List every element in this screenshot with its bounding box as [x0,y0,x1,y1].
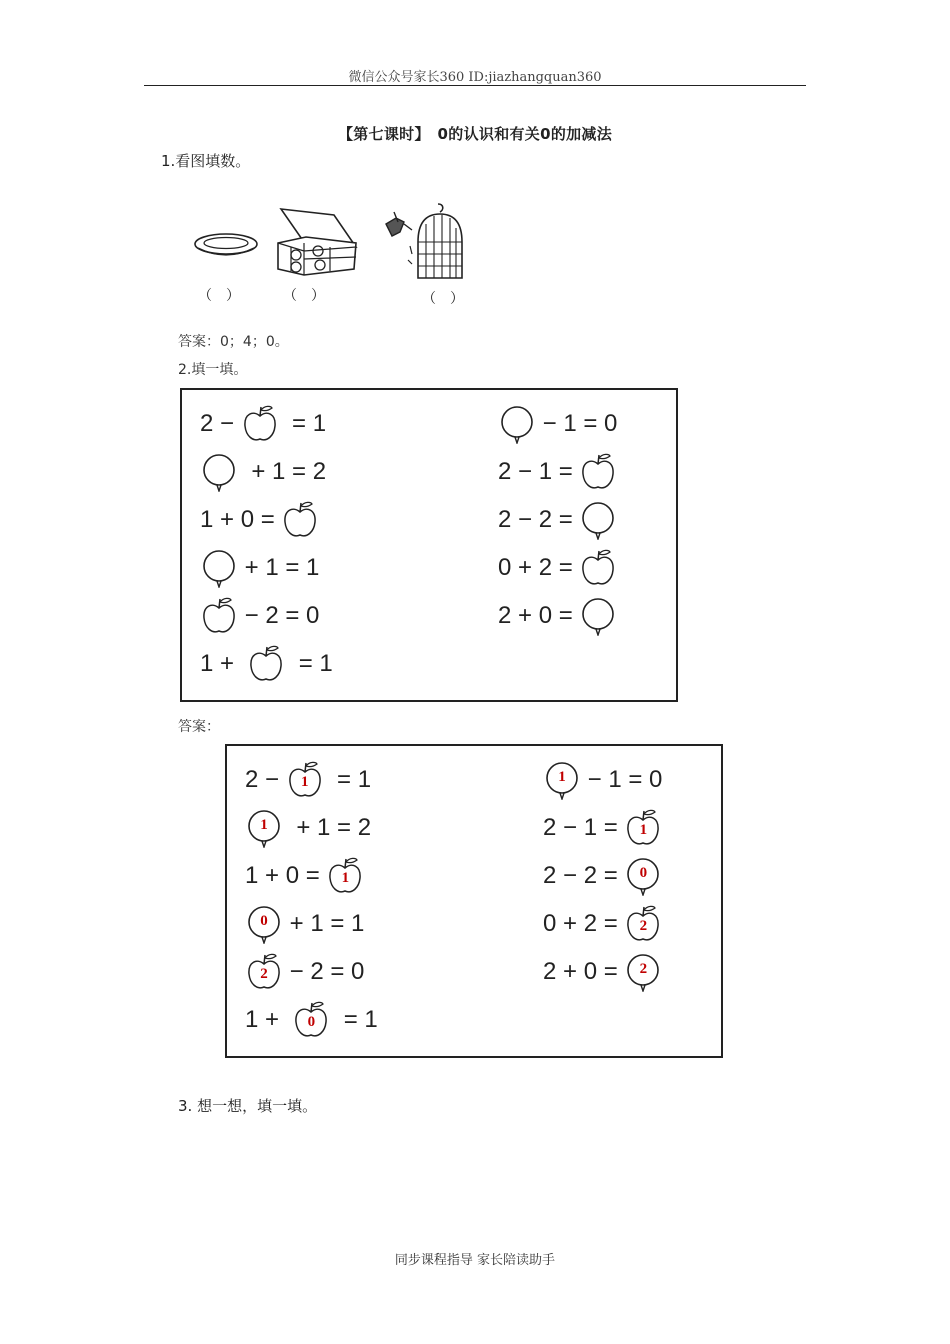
answer-value: 0 [639,865,648,881]
answer-label: 答案： [178,719,220,735]
cage-blank[interactable]: （ ） [422,291,464,307]
apple-blank [286,760,324,800]
answer-value: 2 [260,966,268,982]
question-1-answer: 答案：0；4；0。 [178,334,289,350]
question-1-title: 1.看图填数。 [161,152,251,170]
answer-equation-left-4 [245,904,364,944]
answer-value: 0 [307,1014,316,1030]
balloon-blank[interactable] [498,404,536,444]
answer-equation-left-1 [245,760,371,800]
balloon-icon [200,548,238,588]
answer-value: 1 [558,769,566,785]
answer-equation-right-5 [543,952,662,992]
apple-blank[interactable] [247,644,285,684]
equation-text: = 1 [278,410,327,437]
balloon-blank [624,952,662,992]
balloon-icon [498,404,536,444]
equation-text: − 2 = 0 [238,602,320,629]
apple-icon [241,404,279,444]
apple-blank[interactable] [241,404,279,444]
balloon-blank [245,808,283,848]
box-blank[interactable]: （ ） [283,288,325,304]
plate-illustration [192,228,260,262]
exercise-equation-left-2 [200,452,326,492]
lesson-title: 【第七课时】 0的认识和有关0的加减法 [337,125,613,143]
equation-text: 1 + [245,1006,293,1033]
exercise-equation-left-3 [200,500,319,540]
equation-text: 2 − 2 = [543,862,625,889]
header-divider [144,85,806,86]
answer-value: 1 [300,774,309,790]
equation-text: = 1 [330,1006,378,1033]
apple-blank [624,904,662,944]
exercise-equation-right-2 [498,452,617,492]
answer-equation-right-2 [543,808,662,848]
equation-text: 0 + 2 = [498,554,580,581]
balloon-blank[interactable] [579,596,617,636]
answer-equation-left-3 [245,856,364,896]
equation-text: = 1 [323,766,372,793]
balloon-icon [200,452,238,492]
birdcage-illustration [382,202,480,288]
apple-icon [281,500,319,540]
equation-text: − 2 = 0 [283,958,365,985]
answer-equation-left-6 [245,1000,378,1040]
equation-text: = 1 [285,650,333,677]
apple-blank [326,856,364,896]
balloon-blank [543,760,581,800]
equation-text: + 1 = 1 [238,554,320,581]
answer-value: 2 [639,918,648,934]
apple-box-illustration [274,207,360,277]
equation-text: 1 + 0 = [245,862,327,889]
answer-equation-right-4 [543,904,662,944]
answer-equation-right-1 [543,760,662,800]
exercise-equation-left-4 [200,548,319,588]
equation-text: + 1 = 2 [283,814,372,841]
balloon-icon [579,500,617,540]
apple-blank [292,1000,330,1040]
equation-text: − 1 = 0 [536,410,618,437]
apple-icon [200,596,238,636]
balloon-blank [624,856,662,896]
balloon-blank [245,904,283,944]
answer-equation-right-3 [543,856,662,896]
exercise-equation-left-5 [200,596,319,636]
equation-text: + 1 = 2 [238,458,327,485]
equation-text: 2 − [245,766,286,793]
page-footer: 同步课程指导 家长陪读助手 [394,1253,556,1268]
balloon-blank[interactable] [200,548,238,588]
equation-text: 2 + 0 = [543,958,625,985]
apple-blank[interactable] [200,596,238,636]
equation-text: + 1 = 1 [283,910,365,937]
answer-equation-left-2 [245,808,371,848]
answer-value: 1 [341,870,350,886]
exercise-equation-left-1 [200,404,326,444]
apple-blank[interactable] [281,500,319,540]
page-header: 微信公众号家长360 ID:jiazhangquan360 [348,70,602,85]
answer-value: 1 [260,817,268,833]
apple-blank [245,952,283,992]
answer-value: 2 [639,961,648,977]
equation-text: 0 + 2 = [543,910,625,937]
balloon-icon [579,596,617,636]
exercise-equation-right-1 [498,404,617,444]
question-3-title: 3. 想一想，填一填。 [178,1097,318,1115]
exercise-equation-right-3 [498,500,617,540]
equation-text: 2 − [200,410,241,437]
equation-text: 2 − 2 = [498,506,580,533]
apple-icon [579,548,617,588]
apple-blank[interactable] [579,548,617,588]
equation-text: 1 + 0 = [200,506,282,533]
apple-blank[interactable] [579,452,617,492]
equation-text: 1 + [200,650,248,677]
answer-equation-left-5 [245,952,364,992]
equation-text: 2 + 0 = [498,602,580,629]
plate-blank[interactable]: （ ） [198,288,240,304]
question-2-title: 2.填一填。 [178,362,248,378]
exercise-equation-right-4 [498,548,617,588]
answer-value: 0 [260,913,268,929]
balloon-blank[interactable] [200,452,238,492]
apple-blank [624,808,662,848]
balloon-blank[interactable] [579,500,617,540]
equation-text: 2 − 1 = [543,814,625,841]
equation-text: − 1 = 0 [581,766,663,793]
apple-icon [579,452,617,492]
answer-value: 1 [639,822,648,838]
exercise-equation-right-5 [498,596,617,636]
equation-text: 2 − 1 = [498,458,580,485]
exercise-equation-left-6 [200,644,333,684]
apple-icon [247,644,285,684]
